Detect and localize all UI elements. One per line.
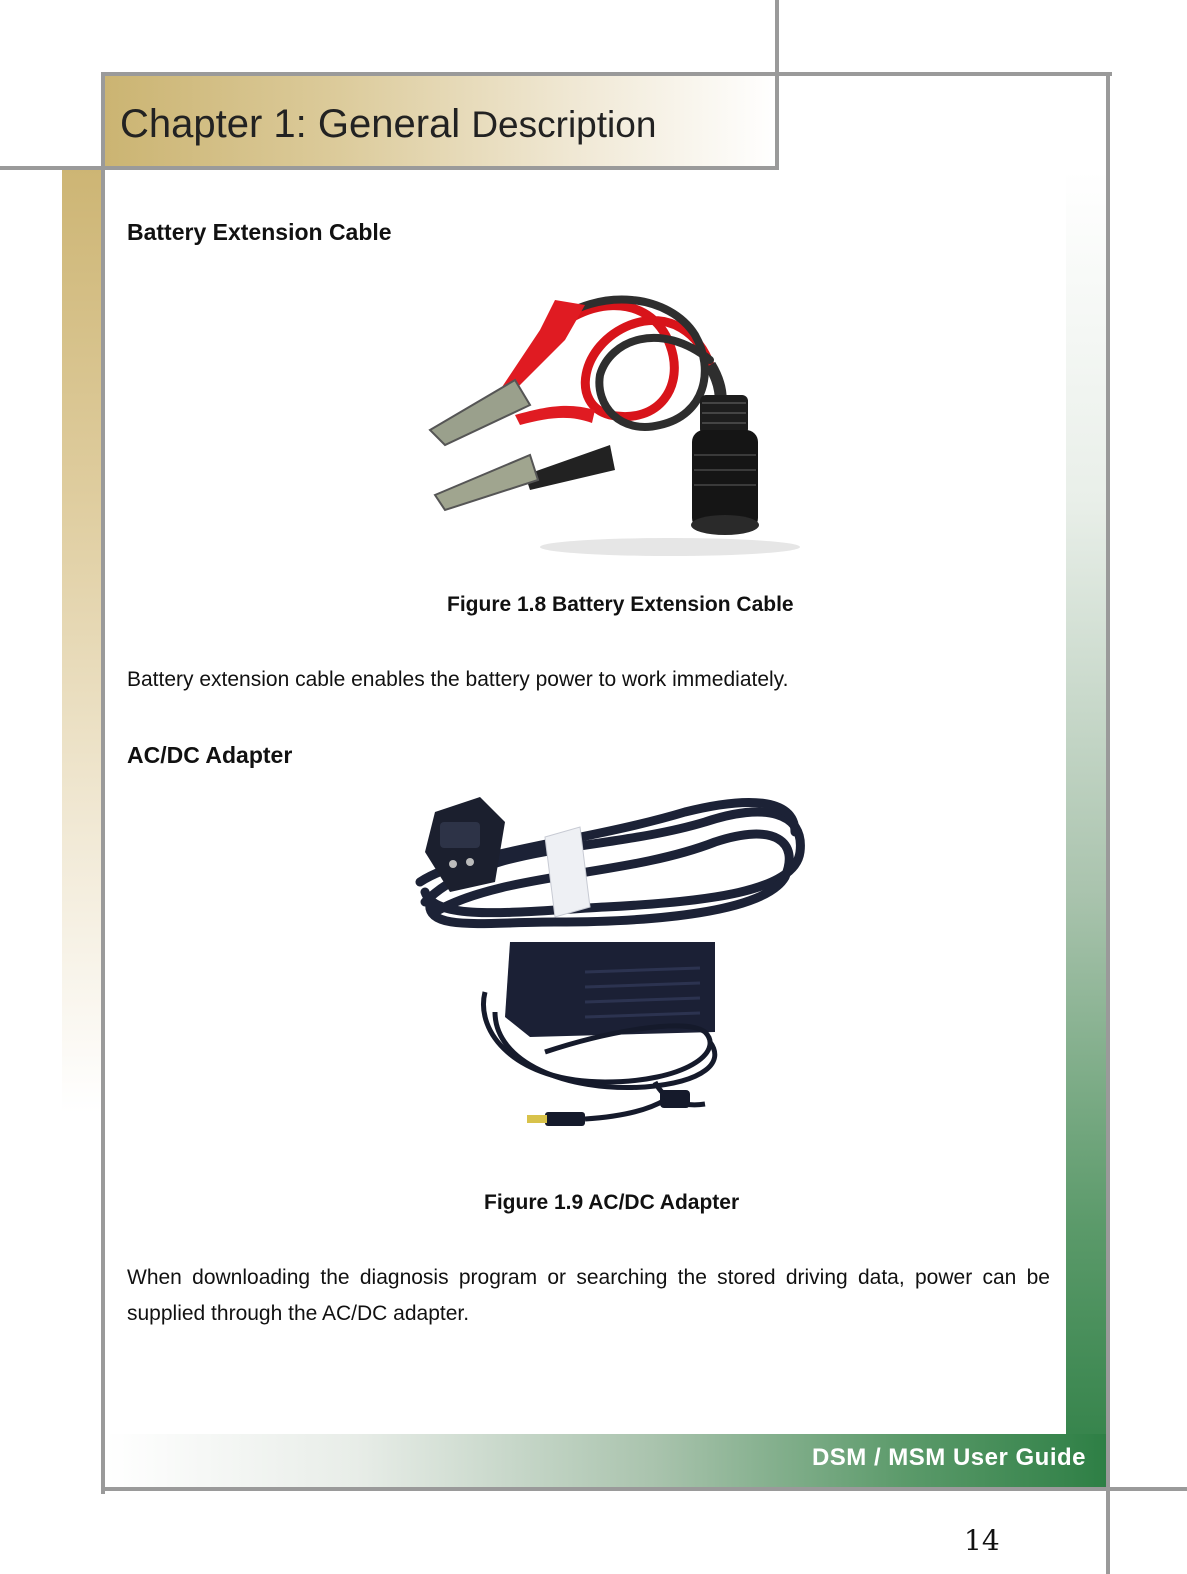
- figure-caption-adapter: Figure 1.9 AC/DC Adapter: [484, 1191, 740, 1214]
- frame-line: [101, 1487, 1110, 1491]
- section-heading-battery-cable: Battery Extension Cable: [127, 219, 392, 245]
- left-gold-bar: [62, 168, 104, 1113]
- chapter-title: [120, 100, 656, 149]
- frame-line: [1106, 72, 1110, 1574]
- page-number: 14: [964, 1524, 1000, 1557]
- chapter-title-tail: Description: [471, 104, 657, 145]
- chapter-title-main: Chapter 1: General: [120, 102, 461, 146]
- section-heading-adapter: AC/DC Adapter: [127, 742, 293, 768]
- ac-dc-adapter-image: [405, 782, 815, 1147]
- paragraph-adapter: When downloading the diagnosis program or searching the stored driving data, power can be supplied through the AC/DC adapter.: [127, 1266, 1050, 1325]
- frame-line: [102, 72, 1112, 76]
- frame-line: [101, 72, 105, 1494]
- paragraph-battery-cable: Battery extension cable enables the battery power to work immediately.: [127, 668, 789, 691]
- figure-caption-battery-cable: Figure 1.8 Battery Extension Cable: [447, 593, 794, 616]
- frame-line: [1066, 1487, 1187, 1491]
- right-green-bar: [1066, 170, 1106, 1490]
- frame-line: [775, 0, 779, 170]
- footer-guide-label: DSM / MSM User Guide: [811, 1444, 1086, 1471]
- frame-line: [0, 166, 779, 170]
- battery-cable-image: [420, 285, 820, 565]
